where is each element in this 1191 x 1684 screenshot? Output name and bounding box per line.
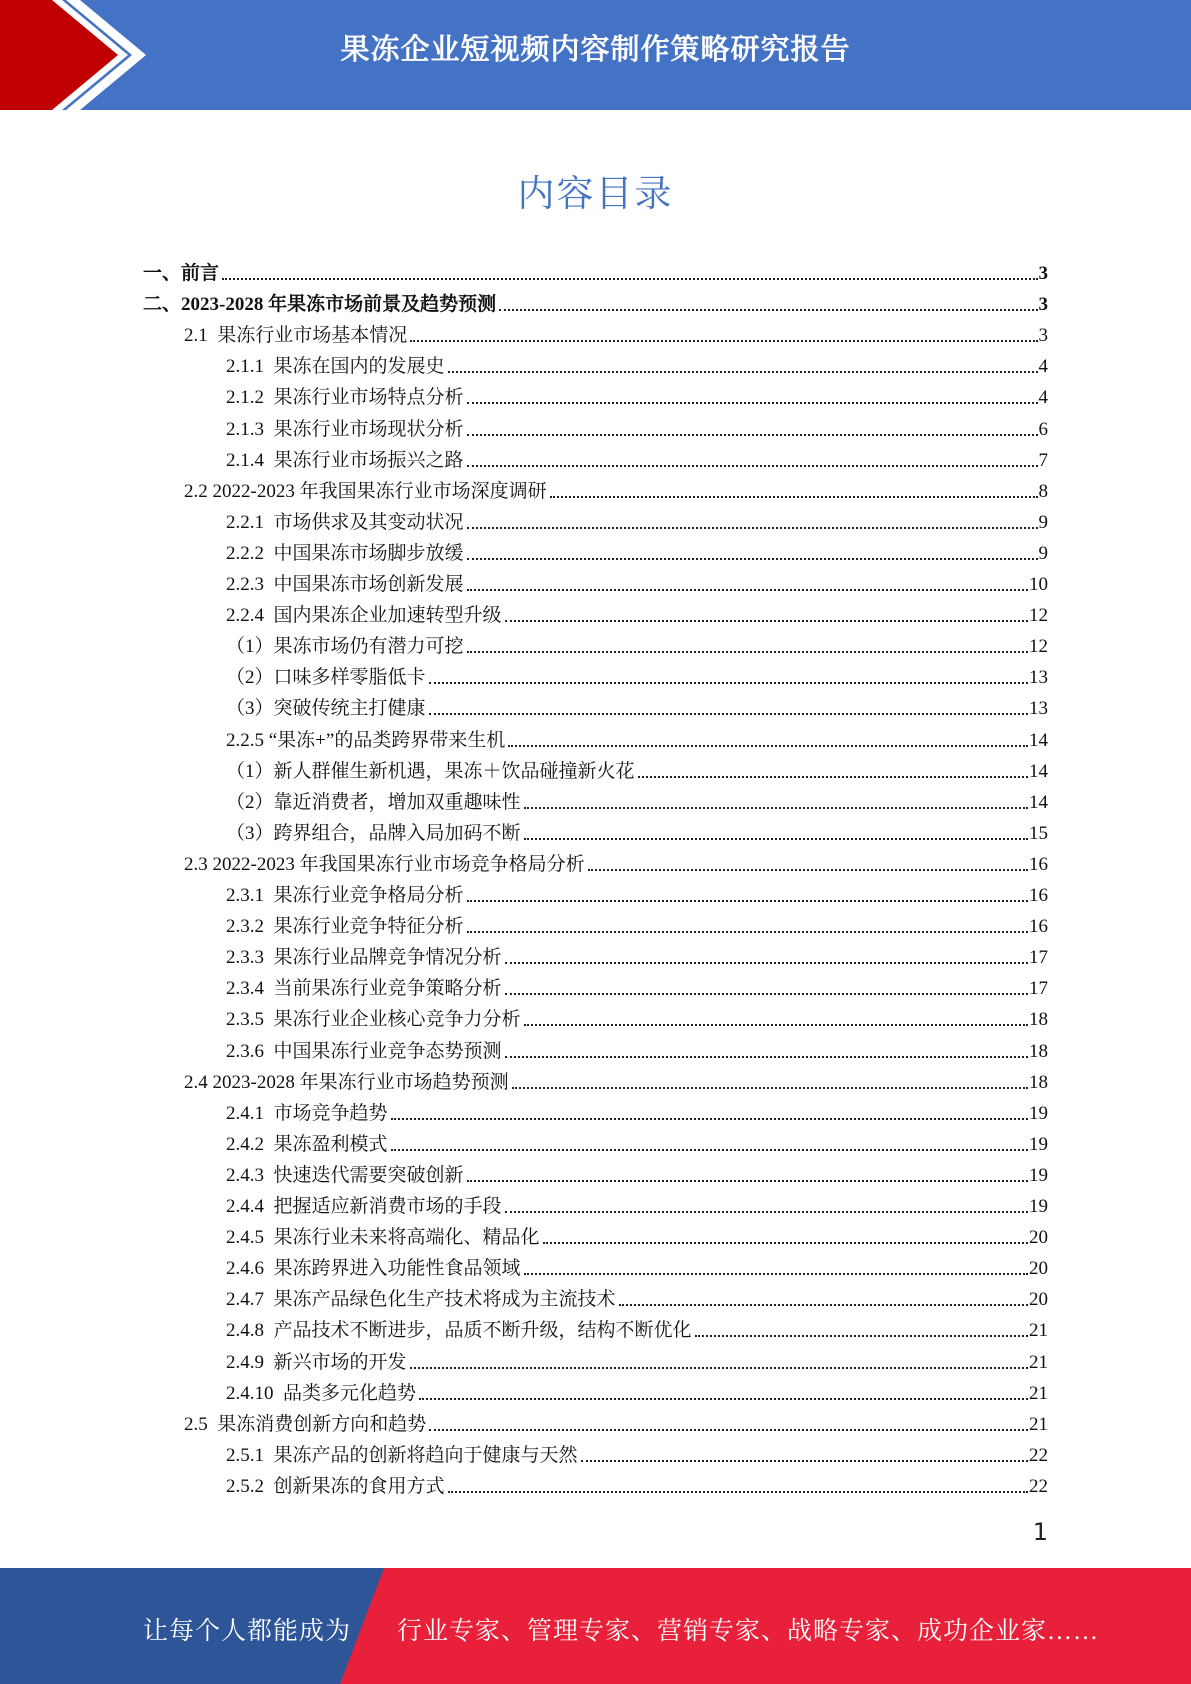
- toc-leader-dots: [391, 1118, 1028, 1120]
- toc-leader-dots: [695, 1335, 1028, 1337]
- toc-entry-page: 18: [1029, 1071, 1048, 1093]
- toc-leader-dots: [467, 900, 1028, 902]
- toc-entry[interactable]: [184, 316, 1048, 347]
- toc-leader-dots: [512, 1087, 1028, 1089]
- toc-entry-page: 8: [1038, 480, 1048, 502]
- toc-leader-dots: [467, 589, 1028, 591]
- toc-entry-label: 2.5.1 果冻产品的创新将趋向于健康与天然: [226, 1444, 578, 1466]
- toc-leader-dots: [524, 838, 1028, 840]
- toc-leader-dots: [429, 682, 1028, 684]
- toc-entry-page: 9: [1038, 511, 1048, 533]
- toc-entry-label: 2.2.1 市场供求及其变动状况: [226, 511, 464, 533]
- toc-entry[interactable]: [226, 658, 1048, 689]
- toc-entry-page: 3: [1038, 263, 1048, 284]
- toc-entry-page: 14: [1029, 760, 1048, 782]
- toc-entry-label: 2.1.4 果冻行业市场振兴之路: [226, 449, 464, 471]
- toc-entry[interactable]: [143, 285, 1048, 316]
- toc-entry-label: 2.4.5 果冻行业未来将高端化、精品化: [226, 1227, 540, 1249]
- toc-entry-page: 3: [1038, 294, 1048, 316]
- page-number: 1: [1032, 1518, 1048, 1546]
- toc-leader-dots: [467, 651, 1028, 653]
- toc-entry-page: 14: [1029, 729, 1048, 751]
- toc-entry[interactable]: [226, 938, 1048, 969]
- toc-leader-dots: [505, 620, 1028, 622]
- toc-entry[interactable]: [226, 441, 1048, 472]
- toc-entry-label: 2.4.10 品类多元化趋势: [226, 1382, 417, 1404]
- toc-entry[interactable]: [226, 503, 1048, 534]
- toc-entry[interactable]: [184, 845, 1048, 876]
- toc-entry-page: 12: [1029, 605, 1048, 627]
- toc-entry[interactable]: [226, 1218, 1048, 1249]
- toc-leader-dots: [467, 931, 1028, 933]
- toc-leader-dots: [505, 1056, 1028, 1058]
- toc-leader-dots: [499, 309, 1037, 311]
- toc-leader-dots: [581, 1460, 1028, 1462]
- footer-banner: [0, 1568, 1191, 1684]
- toc-entry-page: 17: [1029, 978, 1048, 1000]
- toc-entry-label: 2.1.2 果冻行业市场特点分析: [226, 387, 464, 409]
- toc-leader-dots: [505, 1211, 1028, 1213]
- toc-entry[interactable]: [226, 876, 1048, 907]
- toc-entry-label: （1）果冻市场仍有潜力可挖: [226, 636, 464, 658]
- toc-entry[interactable]: [226, 721, 1048, 752]
- toc-entry[interactable]: [226, 814, 1048, 845]
- toc-entry-page: 22: [1029, 1475, 1048, 1497]
- toc-leader-dots: [429, 713, 1028, 715]
- toc-leader-dots: [550, 496, 1038, 498]
- toc-leader-dots: [505, 962, 1028, 964]
- toc-entry-page: 6: [1038, 418, 1048, 440]
- toc-entry-label: （1）新人群催生新机遇，果冻＋饮品碰撞新火花: [226, 760, 635, 782]
- toc-entry[interactable]: [184, 472, 1048, 503]
- toc-entry[interactable]: [226, 1000, 1048, 1031]
- toc-entry-page: 18: [1029, 1009, 1048, 1031]
- toc-entry-page: 15: [1029, 822, 1048, 844]
- toc-leader-dots: [505, 993, 1028, 995]
- toc-entry-label: 2.3 2022-2023 年我国果冻行业市场竞争格局分析: [184, 853, 585, 875]
- toc-entry-label: 2.4.6 果冻跨界进入功能性食品领域: [226, 1258, 521, 1280]
- toc-entry-label: 2.1.3 果冻行业市场现状分析: [226, 418, 464, 440]
- toc-entry-page: 16: [1029, 916, 1048, 938]
- toc-entry-label: 2.2.4 国内果冻企业加速转型升级: [226, 605, 502, 627]
- toc-entry-label: （2）口味多样零脂低卡: [226, 667, 426, 689]
- toc-entry[interactable]: [226, 534, 1048, 565]
- toc-entry[interactable]: [226, 565, 1048, 596]
- toc-entry-page: 13: [1029, 698, 1048, 720]
- toc-leader-dots: [467, 1180, 1028, 1182]
- toc-entry[interactable]: [226, 378, 1048, 409]
- toc-leader-dots: [429, 1429, 1028, 1431]
- toc-entry[interactable]: [226, 1032, 1048, 1063]
- toc-entry[interactable]: [226, 1187, 1048, 1218]
- toc-entry-label: 2.2.3 中国果冻市场创新发展: [226, 574, 464, 595]
- toc-entry-label: （2）靠近消费者，增加双重趣味性: [226, 791, 521, 813]
- toc-entry-label: 2.4.4 把握适应新消费市场的手段: [226, 1196, 502, 1217]
- toc-entry-page: 4: [1038, 356, 1048, 378]
- toc-entry-page: 18: [1029, 1040, 1048, 1062]
- toc-entry-label: 2.1.1 果冻在国内的发展史: [226, 356, 445, 378]
- toc-entry-page: 21: [1029, 1413, 1048, 1435]
- toc-entry-page: 16: [1029, 885, 1048, 906]
- toc-entry[interactable]: [226, 752, 1048, 783]
- toc-entry[interactable]: [226, 347, 1048, 378]
- toc-leader-dots: [524, 807, 1028, 809]
- toc-entry-page: 20: [1029, 1227, 1048, 1249]
- toc-entry-label: 2.2.2 中国果冻市场脚步放缓: [226, 542, 464, 564]
- toc-entry-label: 二、2023-2028 年果冻市场前景及趋势预测: [143, 294, 497, 316]
- toc-entry-label: 2.4.7 果冻产品绿色化生产技术将成为主流技术: [226, 1289, 616, 1311]
- header-bar: [0, 0, 1191, 110]
- toc-entry-label: 2.4.3 快速迭代需要突破创新: [226, 1164, 464, 1186]
- toc-entry-label: （3）跨界组合，品牌入局加码不断: [226, 822, 521, 844]
- toc-entry-page: 19: [1029, 1133, 1048, 1155]
- toc-leader-dots: [524, 1273, 1028, 1275]
- toc-entry[interactable]: [226, 596, 1048, 627]
- toc-entry[interactable]: [226, 907, 1048, 938]
- toc-entry[interactable]: [226, 689, 1048, 720]
- toc-entry-label: 2.1 果冻行业市场基本情况: [184, 325, 408, 347]
- toc-entry[interactable]: [226, 1374, 1048, 1405]
- toc-entry-label: 2.4.1 市场竞争趋势: [226, 1102, 388, 1124]
- toc-entry-page: 21: [1029, 1320, 1048, 1342]
- toc-leader-dots: [508, 745, 1028, 747]
- toc-entry[interactable]: [226, 969, 1048, 1000]
- toc-leader-dots: [467, 465, 1038, 467]
- toc-entry[interactable]: [184, 1063, 1048, 1094]
- toc-entry-label: 2.4.2 果冻盈利模式: [226, 1133, 388, 1155]
- toc-entry-page: 21: [1029, 1351, 1048, 1373]
- toc-leader-dots: [391, 1149, 1028, 1151]
- toc-entry-page: 19: [1029, 1164, 1048, 1186]
- toc-entry-label: 2.3.3 果冻行业品牌竞争情况分析: [226, 947, 502, 969]
- toc-entry-page: 19: [1029, 1196, 1048, 1217]
- toc-leader-dots: [448, 1491, 1028, 1493]
- toc-leader-dots: [524, 1024, 1028, 1026]
- toc-entry-page: 20: [1029, 1258, 1048, 1280]
- toc-entry-label: 2.3.2 果冻行业竞争特征分析: [226, 916, 464, 938]
- toc-leader-dots: [467, 402, 1038, 404]
- toc-leader-dots: [638, 776, 1028, 778]
- toc-entry[interactable]: [226, 1436, 1048, 1467]
- toc-entry-page: 4: [1038, 387, 1048, 409]
- toc-entry-label: 一、前言: [143, 263, 220, 284]
- toc-entry-page: 12: [1029, 636, 1048, 658]
- toc-entry-page: 22: [1029, 1444, 1048, 1466]
- toc-entry-page: 17: [1029, 947, 1048, 969]
- toc-entry-page: 7: [1038, 449, 1048, 471]
- toc-entry[interactable]: [226, 1343, 1048, 1374]
- toc-entry-page: 14: [1029, 791, 1048, 813]
- toc-leader-dots: [448, 371, 1038, 373]
- toc-entry[interactable]: [226, 1249, 1048, 1280]
- toc-entry-label: 2.4.9 新兴市场的开发: [226, 1351, 407, 1373]
- toc-entry-label: 2.4.8 产品技术不断进步，品质不断升级，结构不断优化: [226, 1320, 692, 1342]
- toc-entry[interactable]: [226, 1280, 1048, 1311]
- footer-slogan-left: 让每个人都能成为: [143, 1618, 352, 1645]
- toc-leader-dots: [410, 340, 1037, 342]
- toc-leader-dots: [467, 558, 1038, 560]
- toc-entry-label: 2.3.6 中国果冻行业竞争态势预测: [226, 1040, 502, 1062]
- toc-entry-label: 2.5.2 创新果冻的食用方式: [226, 1475, 445, 1497]
- toc-leader-dots: [467, 527, 1038, 529]
- toc-entry-label: （3）突破传统主打健康: [226, 698, 426, 720]
- toc-entry-page: 13: [1029, 667, 1048, 689]
- report-title: 果冻企业短视频内容制作策略研究报告: [340, 32, 851, 66]
- toc-leader-dots: [588, 869, 1028, 871]
- toc-entry-label: 2.2 2022-2023 年我国果冻行业市场深度调研: [184, 480, 547, 502]
- toc-leader-dots: [222, 278, 1037, 280]
- toc-entry[interactable]: [226, 410, 1048, 441]
- toc-entry-label: 2.4 2023-2028 年果冻行业市场趋势预测: [184, 1071, 509, 1093]
- toc-heading: 内容目录: [517, 172, 674, 215]
- toc-leader-dots: [419, 1398, 1028, 1400]
- toc-entry-label: 2.3.4 当前果冻行业竞争策略分析: [226, 978, 502, 1000]
- toc-entry[interactable]: [226, 783, 1048, 814]
- toc-entry[interactable]: [226, 1311, 1048, 1342]
- toc-entry-label: 2.3.5 果冻行业企业核心竞争力分析: [226, 1009, 521, 1031]
- toc-leader-dots: [467, 434, 1038, 436]
- toc-entry[interactable]: [226, 1156, 1048, 1187]
- toc-entry[interactable]: [226, 627, 1048, 658]
- toc-entry-page: 3: [1038, 325, 1048, 347]
- toc-leader-dots: [410, 1367, 1028, 1369]
- toc-entry-page: 16: [1029, 853, 1048, 875]
- toc-entry-page: 9: [1038, 542, 1048, 564]
- toc-entry[interactable]: [226, 1467, 1048, 1498]
- toc-entry[interactable]: [226, 1125, 1048, 1156]
- toc-entry-page: 10: [1029, 574, 1048, 595]
- toc-entry-page: 20: [1029, 1289, 1048, 1311]
- toc-entry-label: 2.5 果冻消费创新方向和趋势: [184, 1413, 427, 1435]
- toc-entry-label: 2.3.1 果冻行业竞争格局分析: [226, 885, 464, 906]
- toc-entry[interactable]: [226, 1094, 1048, 1125]
- toc-entry-page: 21: [1029, 1382, 1048, 1404]
- toc-entry[interactable]: [184, 1405, 1048, 1436]
- toc-entry[interactable]: [143, 254, 1048, 285]
- toc-leader-dots: [543, 1242, 1028, 1244]
- toc-leader-dots: [619, 1304, 1028, 1306]
- footer-slogan-right: 行业专家、管理专家、营销专家、战略专家、成功企业家……: [397, 1618, 1100, 1645]
- toc-entry-page: 19: [1029, 1102, 1048, 1124]
- toc-entry-label: 2.2.5 “果冻+”的品类跨界带来生机: [226, 729, 506, 751]
